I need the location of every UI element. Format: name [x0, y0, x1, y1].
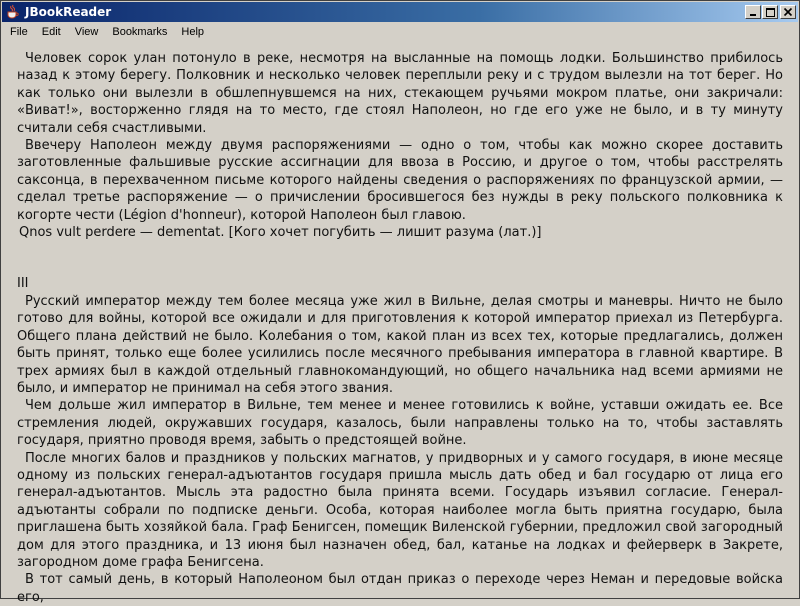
menu-view-label: View [74, 26, 99, 38]
maximize-button[interactable] [762, 5, 778, 19]
close-icon [784, 8, 792, 16]
minimize-button[interactable] [745, 5, 761, 19]
paragraph: Чем дольше жил император в Вильне, тем менее и менее готовились к войне, уставши ожидать ее. Все стремления людей, окружавших государя, казалось, были направлены только на то, чтобы заставлять государя, приятно проводя время, забыть о предстоящей войне. [17, 398, 783, 449]
blank-line [17, 241, 783, 258]
title-bar[interactable] [2, 2, 798, 22]
menu-edit-label: Edit [41, 26, 61, 38]
menu-view[interactable] [67, 23, 105, 42]
book-text-area[interactable] [3, 44, 797, 605]
window-title: JBookReader [25, 5, 112, 19]
paragraph: Русский император между тем более месяца уже жил в Вильне, делая смотры и маневры. Ничто не было готово для войны, которой все ожидали и для приготовления к которой император приехал из Петербурга. Общего плана действий не было. Колебания о том, какой план из всех тех, которые предлагались, должен быть принят, только еще более усилились после месячного пребывания императора в главной квартире. В трех армиях был в каждой отдельный главнокомандующий, но общего начальника над всеми армиями не было, и император не принимал на себя этого звания. [17, 293, 783, 396]
paragraph: После многих балов и праздников у польских магнатов, у придворных и у самого государя, в июне месяце одному из польских генерал-адъютантов государя пришла мысль дать обед и бал государю от лица его генерал-адъютантов. Мысль эта радостно была принята всеми. Государь изъявил согласие. Генерал-адъютанты собрали по подписке деньги. Особа, которая наиболее могла быть приятна государю, была приглашена быть хозяйкой бала. Граф Бенигсен, помещик Виленской губернии, предложил свой загородный дом для этого праздника, и 13 июня был назначен обед, бал, катанье на лодках и фейерверк в Закрете, загородном доме графа Бенигсена. [17, 450, 783, 570]
menu-file[interactable] [2, 23, 34, 42]
close-button[interactable] [780, 5, 796, 19]
paragraph: Qnos vult perdere — dementat. [Кого хочет погубить — лишит разума (лат.)] [19, 225, 542, 241]
menu-help-label: Help [181, 26, 205, 38]
paragraph: Ввечеру Наполеон между двумя распоряжениями — одно о том, чтобы как можно скорее доставить заготовленные фальшивые русские ассигнации для ввоза в Россию, и другое о том, чтобы расстрелять саксонца, в перехваченном письме которого найдены сведения о распоряжениях по французской армии, — сделал третье распоряжение — о причислении бросившегося без нужды в реку польского полковника к когорте чести (Légion d'honneur), которой Наполеон был главою. [17, 138, 783, 223]
menu-bar [2, 23, 798, 42]
chapter-heading: III [17, 276, 29, 292]
paragraph: Человек сорок улан потонуло в реке, несмотря на высланные на помощь лодки. Большинство прибилось назад к этому берегу. Полковник и несколько человек переплыли реку и с трудом вылезли на тот берег. Но как только они вылезли в обшлепнувшемся на них, стекающем ручьями мокром платье, они закричали: «Виват!», восторженно глядя на то место, где стоял Наполеон, но где его уже не было, и в ту минуту считали себя счастливыми. [17, 51, 783, 136]
minimize-icon [749, 8, 757, 16]
window-controls [744, 5, 796, 19]
menu-bookmarks-label: Bookmarks [112, 26, 168, 38]
menu-edit[interactable] [34, 23, 67, 42]
maximize-icon [766, 8, 775, 17]
menu-help[interactable] [173, 23, 210, 42]
menu-bookmarks[interactable] [104, 23, 173, 42]
paragraph: В тот самый день, в который Наполеоном был отдан приказ о переходе через Неман и передовые войска его, [17, 572, 783, 605]
menu-file-label: File [10, 26, 28, 38]
java-cup-icon [5, 4, 21, 20]
